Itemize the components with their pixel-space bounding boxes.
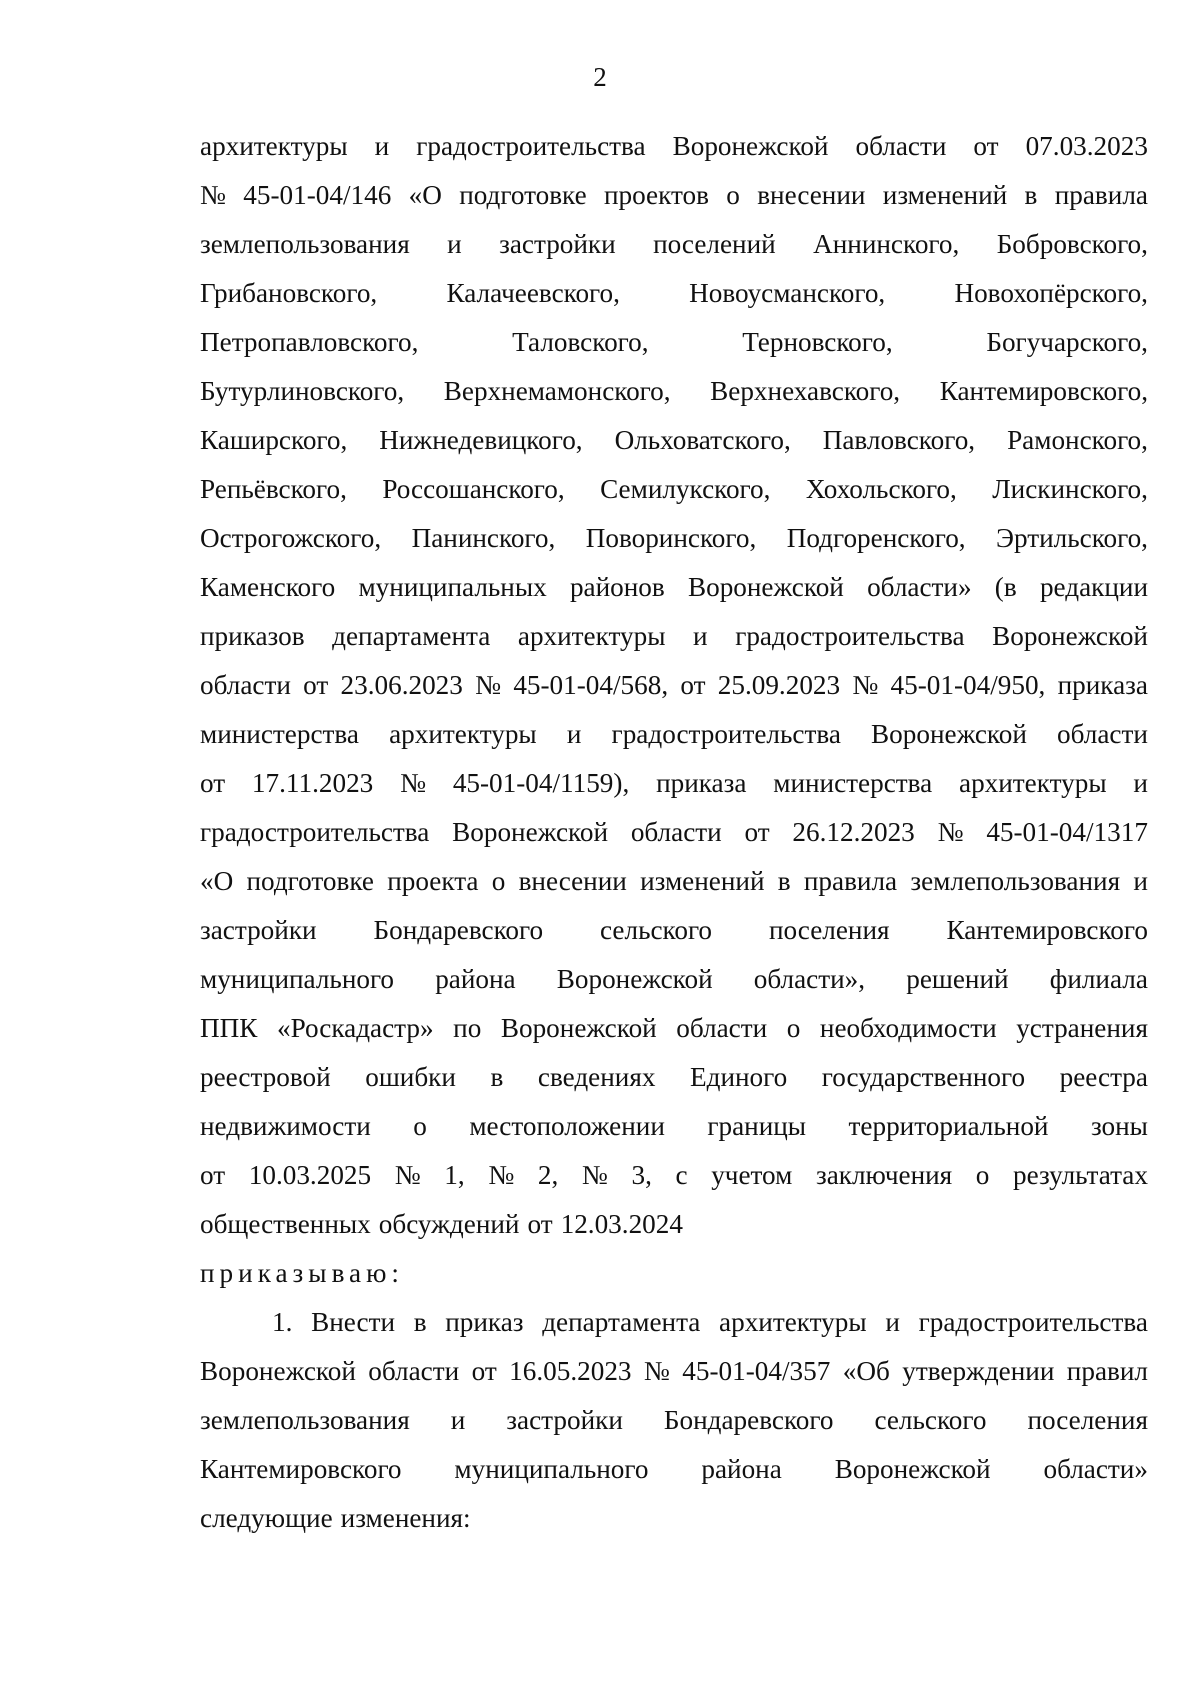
text-word: необходимости (819, 1013, 997, 1043)
text-line (200, 171, 1148, 220)
text-word: (в (994, 572, 1017, 602)
text-line (200, 710, 1148, 759)
text-word: архитектуры (389, 719, 537, 749)
text-word: 23.06.2023 (340, 670, 463, 700)
text-word: сведениях (537, 1062, 656, 1092)
text-line (200, 1102, 1148, 1151)
text-line (200, 1004, 1148, 1053)
text-word: Воронежской (452, 817, 609, 847)
text-word: области (200, 670, 291, 700)
text-word: области», (753, 964, 866, 994)
text-word: сельского (600, 915, 713, 945)
text-word: и (374, 131, 390, 161)
text-line (200, 1396, 1148, 1445)
text-word: Верхнехавского, (710, 376, 901, 406)
text-word: градостроительства (200, 817, 430, 847)
text-word: подготовке (246, 866, 374, 896)
text-line (200, 514, 1148, 563)
text-word: Ольховатского, (614, 425, 791, 455)
text-word: филиала (1049, 964, 1148, 994)
text-word: муниципального (454, 1454, 649, 1484)
text-word: Воронежской (871, 719, 1027, 749)
text-word: № (475, 670, 502, 700)
text-word: градостроительства (416, 131, 646, 161)
text-word: Внести (311, 1307, 396, 1337)
page-number: 2 (593, 62, 607, 92)
text-word: градостроительства (918, 1307, 1148, 1337)
text-word: обсуждений (378, 1209, 520, 1239)
text-word: области (368, 1356, 460, 1386)
text-word: районов (569, 572, 665, 602)
text-word: Бобровского, (996, 229, 1148, 259)
text-word: поселения (768, 915, 890, 945)
text-word: министерства (200, 719, 359, 749)
text-line (200, 563, 1148, 612)
text-word: приказ (445, 1307, 524, 1337)
text-word: реестра (1059, 1062, 1148, 1092)
text-word: реестровой (200, 1062, 331, 1092)
text-word: с (675, 1160, 688, 1190)
text-word: Кантемировского (946, 915, 1148, 945)
text-word: правила (1054, 180, 1148, 210)
text-line (200, 122, 1148, 171)
text-word: Панинского, (411, 523, 556, 553)
text-word: ошибки (365, 1062, 456, 1092)
text-word: приказа (656, 768, 747, 798)
text-word: 1. (272, 1307, 293, 1337)
text-word: муниципальных (358, 572, 547, 602)
text-word: Новоусманского, (689, 278, 886, 308)
text-word: 07.03.2023 (1025, 131, 1148, 161)
text-word: Бутурлиновского, (200, 376, 405, 406)
text-word: территориальной (848, 1111, 1049, 1141)
text-word: изменения: (340, 1503, 471, 1533)
text-word: 45-01-04/1159), (452, 768, 630, 798)
text-word: учетом (711, 1160, 793, 1190)
text-word: Бондаревского (373, 915, 544, 945)
text-word: приказываю: (200, 1258, 404, 1288)
text-word: землепользования (200, 1405, 410, 1435)
text-word: архитектуры (200, 131, 348, 161)
text-word: о (491, 866, 506, 896)
text-word: департамента (332, 621, 491, 651)
text-word: области (1057, 719, 1148, 749)
text-word: Лискинского, (992, 474, 1148, 504)
document-body (200, 122, 1148, 1543)
text-word: Калачеевского, (446, 278, 620, 308)
text-line (200, 759, 1148, 808)
text-word: и (566, 719, 582, 749)
text-word: Единого (690, 1062, 788, 1092)
text-word: Павловского, (822, 425, 976, 455)
text-word: министерства (773, 768, 933, 798)
text-word: Таловского, (512, 327, 649, 357)
text-word: правила (803, 866, 898, 896)
text-word: и (447, 229, 462, 259)
text-word: утверждении (902, 1356, 1055, 1386)
text-word: внесении (518, 866, 627, 896)
text-word: приказов (200, 621, 305, 651)
text-word: Воронежской (200, 1356, 356, 1386)
text-word: Эртильского, (996, 523, 1148, 553)
text-word: от (973, 131, 999, 161)
text-word: решений (906, 964, 1009, 994)
text-word: 17.11.2023 (251, 768, 374, 798)
text-word: 12.03.2024 (560, 1209, 683, 1239)
text-word: границы (707, 1111, 807, 1141)
text-word: Россошанского, (382, 474, 565, 504)
text-line (200, 416, 1148, 465)
text-word: 16.05.2023 (509, 1356, 632, 1386)
text-line (200, 906, 1148, 955)
text-word: Воронежской (500, 1013, 657, 1043)
text-word: устранения (1016, 1013, 1148, 1043)
text-word: правил (1066, 1356, 1148, 1386)
text-word: Острогожского, (200, 523, 382, 553)
text-line (200, 1151, 1148, 1200)
text-word: проектов (603, 180, 709, 210)
text-line (200, 1249, 1148, 1298)
text-word: Аннинского, (813, 229, 960, 259)
text-word: от (303, 670, 329, 700)
text-word: № (643, 1356, 670, 1386)
text-word: архитектуры (517, 621, 666, 651)
text-word: от (527, 1209, 553, 1239)
text-word: 1, (444, 1160, 465, 1190)
text-word: 2, (537, 1160, 559, 1190)
text-word: заключения (815, 1160, 953, 1190)
text-line (200, 808, 1148, 857)
text-word: 45-01-04/1317 (986, 817, 1148, 847)
text-word: землепользования (200, 229, 410, 259)
text-word: Новохопёрского, (954, 278, 1148, 308)
text-word: района (435, 964, 516, 994)
text-word: № (400, 768, 427, 798)
text-word: проекта (387, 866, 479, 896)
text-word: поселений (653, 229, 776, 259)
text-word: редакции (1039, 572, 1148, 602)
text-word: о (786, 1013, 801, 1043)
text-word: Богучарского, (986, 327, 1148, 357)
text-word: района (701, 1454, 782, 1484)
text-line (200, 661, 1148, 710)
text-line (200, 318, 1148, 367)
text-word: Воронежской (672, 131, 829, 161)
text-word: № (581, 1160, 608, 1190)
text-word: Подгоренского, (786, 523, 966, 553)
text-word: и (1133, 768, 1148, 798)
text-word: застройки (499, 229, 616, 259)
text-word: застройки (506, 1405, 623, 1435)
text-word: приказа (1057, 670, 1148, 700)
text-word: о (726, 180, 740, 210)
text-word: 45-01-04/568, (513, 670, 669, 700)
text-word: зоны (1090, 1111, 1148, 1141)
text-word: от (200, 768, 226, 798)
text-line (200, 857, 1148, 906)
text-word: области (676, 1013, 768, 1043)
text-word: и (450, 1405, 466, 1435)
text-word: и (1133, 866, 1148, 896)
text-word: Кантемировского (200, 1454, 402, 1484)
text-word: Каменского (200, 572, 336, 602)
text-line (200, 612, 1148, 661)
text-line (200, 269, 1148, 318)
text-line (200, 367, 1148, 416)
text-word: Терновского, (742, 327, 893, 357)
text-line (200, 1494, 1148, 1543)
text-line (200, 220, 1148, 269)
text-word: в (490, 1062, 504, 1092)
text-word: землепользования (910, 866, 1121, 896)
text-word: Нижнедевицкого, (379, 425, 583, 455)
text-word: градостроительства (735, 621, 965, 651)
text-word: Воронежской (992, 621, 1148, 651)
text-word: Репьёвского, (200, 474, 347, 504)
text-word: Воронежской (687, 572, 844, 602)
text-word: Каширского, (200, 425, 348, 455)
text-word: Семилукского, (600, 474, 771, 504)
text-word: изменений (640, 866, 765, 896)
text-word: «Роскадастр» (276, 1013, 434, 1043)
text-word: Воронежской (556, 964, 713, 994)
text-word: «О (408, 180, 442, 210)
text-word: области» (867, 572, 972, 602)
text-word: и (885, 1307, 900, 1337)
text-word: Поворинского, (585, 523, 757, 553)
text-word: Бондаревского (663, 1405, 834, 1435)
text-line (200, 1298, 1148, 1347)
text-word: общественных (200, 1209, 371, 1239)
text-word: «Об (842, 1356, 890, 1386)
text-word: сельского (874, 1405, 987, 1435)
text-word: Грибановского, (200, 278, 378, 308)
text-word: архитектуры (719, 1307, 867, 1337)
text-word: 3, (631, 1160, 652, 1190)
text-word: о (413, 1111, 427, 1141)
text-word: департамента (542, 1307, 701, 1337)
text-word: Петропавловского, (200, 327, 419, 357)
text-word: муниципального (200, 964, 395, 994)
text-word: местоположении (469, 1111, 665, 1141)
text-word: № (200, 180, 226, 210)
text-word: Хохольского, (805, 474, 957, 504)
text-word: 26.12.2023 (792, 817, 915, 847)
text-line (200, 955, 1148, 1004)
text-line (200, 1347, 1148, 1396)
text-word: от (744, 817, 770, 847)
text-word: в (413, 1307, 427, 1337)
text-word: поселения (1027, 1405, 1148, 1435)
text-word: изменений (882, 180, 1008, 210)
text-word: области» (1043, 1454, 1148, 1484)
text-word: подготовке (459, 180, 587, 210)
text-line (200, 1053, 1148, 1102)
text-word: Верхнемамонского, (443, 376, 671, 406)
text-word: «О (200, 866, 234, 896)
text-word: и (693, 621, 708, 651)
text-word: от (680, 670, 706, 700)
text-word: 10.03.2025 (248, 1160, 372, 1190)
text-word: 45-01-04/357 (682, 1356, 831, 1386)
text-word: застройки (200, 915, 317, 945)
text-word: 45-01-04/950, (890, 670, 1046, 700)
text-word: № (394, 1160, 421, 1190)
text-word: государственного (821, 1062, 1026, 1092)
text-word: № (488, 1160, 515, 1190)
text-word: по (453, 1013, 482, 1043)
text-word: в (777, 866, 791, 896)
text-word: 25.09.2023 (717, 670, 841, 700)
text-line (200, 1445, 1148, 1494)
text-line (200, 465, 1148, 514)
text-word: результатах (1013, 1160, 1148, 1190)
text-word: Кантемировского, (939, 376, 1148, 406)
text-word: градостроительства (611, 719, 841, 749)
text-word: о (975, 1160, 990, 1190)
text-word: недвижимости (200, 1111, 371, 1141)
text-word: в (1024, 180, 1038, 210)
text-word: области (855, 131, 947, 161)
text-word: внесении (757, 180, 866, 210)
text-word: архитектуры (959, 768, 1107, 798)
text-word: 45-01-04/146 (243, 180, 392, 210)
text-word: ППК (200, 1013, 258, 1043)
text-word: № (852, 670, 879, 700)
text-word: Воронежской (834, 1454, 991, 1484)
text-word: следующие (200, 1503, 333, 1533)
text-word: от (200, 1160, 226, 1190)
text-word: области (630, 817, 722, 847)
text-word: от (471, 1356, 497, 1386)
text-word: Рамонского, (1007, 425, 1148, 455)
text-word: № (937, 817, 964, 847)
text-line (200, 1200, 1148, 1249)
